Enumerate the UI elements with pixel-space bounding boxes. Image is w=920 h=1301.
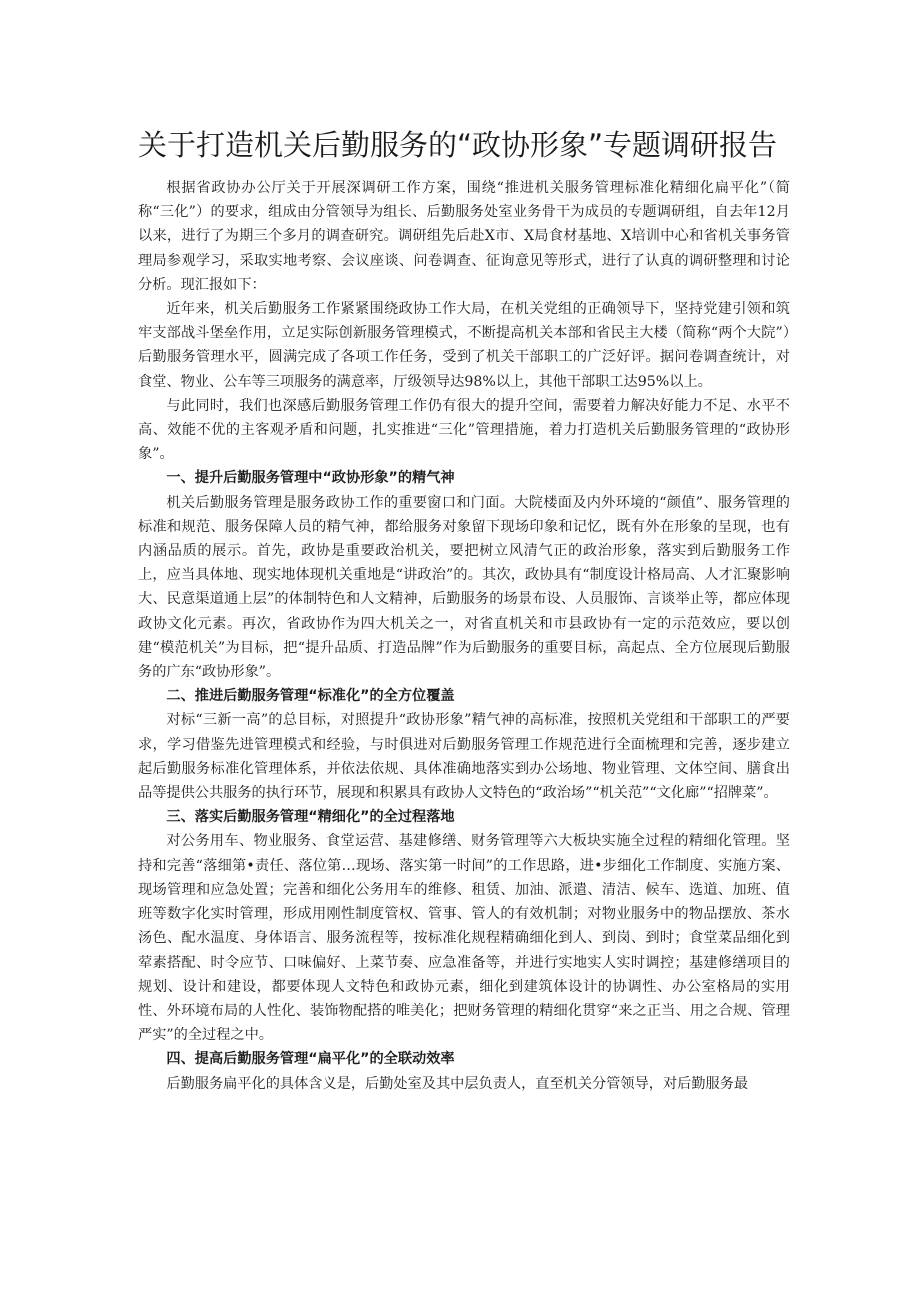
section-body-2: 对标“三新一高”的总目标，对照提升“政协形象”精气神的高标准，按照机关党组和干部职工的严要求，学习借鉴先进管理模式和经验，与时俱进对后勤服务管理工作规范进行全面梳理和完善，逐步建立起后勤服务标准化管理体系，并依法依规、具体准确地落实到办公场地、物业管理、文体空间、膳食出品等提供公共服务的执行环节，展现和积累具有政协人文特色的“政治场”“机关范”“文化廊”“招牌菜”。 [138, 712, 790, 802]
intro-paragraph: 近年来，机关后勤服务工作紧紧围绕政协工作大局，在机关党组的正确领导下，坚持党建引领和筑牢支部战斗堡垒作用，立足实际创新服务管理模式，不断提高机关本部和省民主大楼（简称“两个大院”）后勤服务管理水平，圆满完成了各项工作任务，受到了机关干部职工的广泛好评。据问卷调查统计，对食堂、物业、公车等三项服务的满意率，厅级领导达98%以上，其他干部职工达95%以上。 [138, 301, 790, 390]
section-heading-4: 四、提高后勤服务管理“扁平化”的全联动效率 [166, 1051, 455, 1068]
section-body-1: 机关后勤服务管理是服务政协工作的重要窗口和门面。大院楼面及内外环境的“颜值”、服务管理的标准和规范、服务保障人员的精气神，都给服务对象留下现场印象和记忆，既有外在形象的呈现，也有内涵品质的展示。首先，政协是重要政治机关，要把树立风清气正的政治形象，落实到后勤服务工作上，应当具体地、现实地体现机关重地是“讲政治”的。其次，政协具有“制度设计格局高、人才汇聚影响大、民意渠道通上层”的体制特色和人文精神，后勤服务的场景布设、人员服饰、言谈举止等，都应体现政协文化元素。再次，省政协作为四大机关之一，对省直机关和市县政协有一定的示范效应，要以创建“模范机关”为目标，把“提升品质、打造品牌”作为后勤服务的重要目标，高起点、全方位展现后勤服务的广东“政协形象”。 [138, 494, 790, 681]
section-heading-3: 三、落实后勤服务管理“精细化”的全过程落地 [166, 809, 455, 826]
intro-paragraph: 根据省政协办公厅关于开展深调研工作方案，围绕“推进机关服务管理标准化精细化扁平化”（简称“三化”）的要求，组成由分管领导为组长、后勤服务处室业务骨干为成员的专题调研组，自去年12月以来，进行了为期三个多月的调查研究。调研组先后赴X市、X局食材基地、X培训中心和省机关事务管理局参观学习，采取实地考察、会议座谈、问卷调查、征询意见等形式，进行了认真的调研整理和讨论分析。现汇报如下： [138, 180, 790, 293]
section-body-3: 对公务用车、物业服务、食堂运营、基建修缮、财务管理等六大板块实施全过程的精细化管理。坚持和完善“落细第•责任、落位第…现场、落实第一时间”的工作思路，进•步细化工作制度、实施方案、现场管理和应急处置；完善和细化公务用车的维修、租赁、加油、派遣、清洁、候车、选道、加班、值班等数字化实时管理，形成用刚性制度管权、管事、管人的有效机制；对物业服务中的物品摆放、茶水汤色、配水温度、身体语言、服务流程等，按标准化规程精确细化到人、到岗、到时；食堂菜品细化到荤素搭配、时令应节、口味偏好、上菜节奏、应急准备等，并进行实地实人实时调控；基建修缮项目的规划、设计和建设，都要体现人文特色和政协元素，细化到建筑体设计的协调性、办公室格局的实用性、外环境布局的人性化、装饰物配搭的唯美化；把财务管理的精细化贯穿“来之正当、用之合规、管理严实”的全过程之中。 [138, 833, 790, 1044]
section-heading-1: 一、提升后勤服务管理中“政协形象”的精气神 [166, 470, 455, 487]
intro-paragraph: 与此同时，我们也深感后勤服务管理工作仍有很大的提升空间，需要着力解决好能力不足、水平不高、效能不优的主客观矛盾和问题，扎实推进“三化”管理措施，着力打造机关后勤服务管理的“政协形象”。 [138, 397, 790, 463]
section-body-4: 后勤服务扁平化的具体含义是，后勤处室及其中层负责人，直至机关分管领导，对后勤服务最 [166, 1075, 749, 1092]
document-page [138, 124, 790, 1096]
section-heading-2: 二、推进后勤服务管理“标准化”的全方位覆盖 [166, 688, 455, 705]
document-title: 关于打造机关后勤服务的“政协形象”专题调研报告 [138, 128, 778, 162]
